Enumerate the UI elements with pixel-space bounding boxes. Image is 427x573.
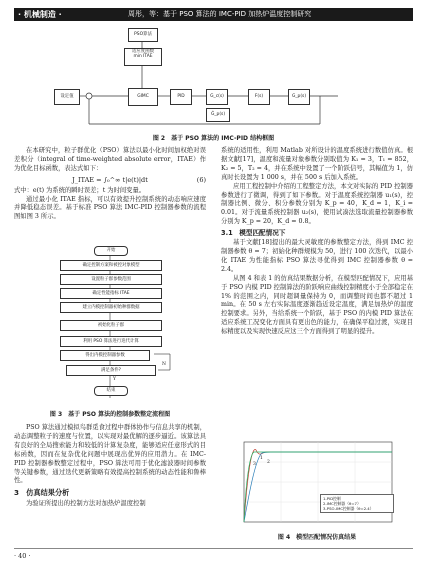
model-block: Ĝ_p(s) <box>206 108 230 122</box>
paragraph: 为验证所提出的控制方法对加热炉温度控制 <box>26 500 146 508</box>
plot-legend <box>320 494 394 513</box>
setpoint-block: 设定值 <box>54 89 80 105</box>
pso-block: PSO算法 <box>128 28 158 42</box>
journal-section-label: · 机械制造 · <box>18 10 62 19</box>
running-title: 周彤，等：基于 PSO 算法的 IMC-PID 加热炉温度控制研究 <box>128 10 312 18</box>
figure-2-caption: 图 2 基于 PSO 算法的 IMC-PID 结构框图 <box>152 135 275 142</box>
figure-4-svg <box>236 438 396 528</box>
paragraph: 应用工程控制中介绍的工程整定方法，本文对实际的 PID 控制器参数进行了微调，得到了如下参数。对于温度系统控制器 u₁(s)，控制器比例、微分、积分参数分别为 K_p = 40，K_d = 1，K_i = 0.01。对于流量系统控制器 u₂(s)，使用试凑法选取流量控制器参数分别为 K_p = 20，K_d = 0.8。 <box>221 182 413 226</box>
paragraph: 系统的适用性，利用 Matlab 对所设计的温度系统进行数值仿真。根据文献[17]，温度和流量对象参数分别取值为 K₁ = 3，T₁ = 852，K₂ = 5，T₂ = 4，并在系统中设置了一个阶跃信号，其幅值为 1，仿真时长设置为 1 000 s，并在 500 s 后加入系统。 <box>221 147 413 181</box>
equation-body: ∫₀^∞ t|e(t)|dt <box>103 175 148 184</box>
pid-block: PID <box>170 89 192 105</box>
legend-item: 3-PSO-IMC控制器（θ=2.4） <box>323 506 374 511</box>
page-number: · 40 · <box>14 552 31 560</box>
figure-3-flowchart <box>30 246 190 402</box>
flow-step: 确定性能指标 ITAE <box>60 288 162 299</box>
figure-2 <box>20 26 410 130</box>
section-heading: 3 仿真结果分析 <box>14 488 70 498</box>
equation-6 <box>14 176 206 185</box>
gc-block: G_c(s) <box>206 89 228 105</box>
flow-label-yes: Y <box>113 377 116 382</box>
paragraph: 通过最小化 ITAE 指标，可以有效提升控制系统的动态响应速度并降低稳态误差。基于标准 PSO 算法 IMC-PID 控制器参数的流程图如图 3 所示。 <box>14 195 206 221</box>
objective-block: 适应度函数 min ITAE <box>124 48 162 66</box>
legend-item: 2-IMC控制器（θ=7） <box>323 501 361 506</box>
gp-block: G_p(s) <box>288 89 310 105</box>
flow-decision: 满足条件? <box>66 365 156 376</box>
paragraph: 在本研究中，粒子群优化（PSO）算法以最小化时间加权绝对误差积分（integral of time-weighted absolute error，ITAE）作为优化目标函数，表达式如下： <box>14 147 206 172</box>
figure-3-caption: 图 3 基于 PSO 算法的控制参数整定流程图 <box>49 411 171 418</box>
subsection-heading: 3.1 模型匹配情况下 <box>221 229 286 238</box>
flow-step: 初始化粒子群 <box>60 320 162 331</box>
left-column-lower <box>14 424 206 509</box>
paragraph: PSO 算法通过模拟鸟群觅食过程中群体协作与信息共享的机制，动态调整粒子的速度与位置，以实现对最优解的逐步逼近。该算法具有良好的全局搜索能力和较低的计算复杂度，能够适应任意形式的目标函数，因而在复杂优化问题中展现出优异的应用潜力。在 IMC-PID 控制器参数整定过程中，PSO 算法可用于优化滤波器时间参数等关键参数，通过迭代更新策略有效提高控制系统的动态性能和鲁棒性。 <box>14 424 206 485</box>
flow-label-no: N <box>162 362 166 367</box>
left-column <box>14 147 206 222</box>
flow-step: 建立内模控制器初始种群数据 <box>60 302 162 313</box>
legend-item: 1-PID控制 <box>323 496 341 501</box>
figure-4-caption: 图 4 模型匹配情况仿真结果 <box>277 534 357 541</box>
flow-step-end: 结束 <box>94 386 128 396</box>
flow-step: 确定控制方案和被控对象模型 <box>60 260 162 271</box>
equation-lhs: J_ITAE = <box>72 175 102 184</box>
flow-step-start: 开始 <box>94 246 128 256</box>
flow-step: 利用 PSO 算法进行迭代计算 <box>60 336 162 347</box>
footer-rule <box>14 548 413 549</box>
curve-label-3: 3 <box>253 462 256 467</box>
equation-number: (6) <box>196 175 206 184</box>
paragraph: 式中：e(t) 为系统的瞬时误差；t 为时间变量。 <box>14 186 146 194</box>
flow-step: 得出内模控制器参数 <box>60 350 150 361</box>
right-column <box>221 147 413 337</box>
curve-label-2: 2 <box>267 460 270 465</box>
curve-label-1: 1 <box>260 456 263 461</box>
paragraph: 从图 4 和表 1 的仿真结果数据分析，在模型匹配情况下，应用基于 PSO 内模 PID 控制算法的阶跃响应曲线控制精度小于全部稳定在 1% 的范围之内，同时超调量保持为 0，而调整时间也都不超过 1 min。在 50 s 左右实际温度逐渐趋近设定温度，满足加热炉的温度控制要求。另外，当给系统一个阶跃，基于 PSO 的内模 PID 算法在适应系统工况变化方面具有更出色的能力，在确保平稳过渡，实现目标精度以及实现快速反应这三个方面得到了明显的提升。 <box>221 274 413 336</box>
gimc-block: GIMC <box>128 88 158 106</box>
filter-block: F(s) <box>248 89 270 105</box>
paragraph: 基于文献[18]提出的最大灵敏度的参数整定方法，得到 IMC 控制器参数 θ = 7；初始化种群规模为 50，进行 100 次迭代，以最小化 ITAE 为性能指标 PSO 算法寻优得到 IMC 控制器参数 θ = 2.4。 <box>221 239 413 273</box>
figure-4-plot <box>236 438 396 528</box>
flow-step: 设置粒子群参数范围 <box>60 274 162 285</box>
